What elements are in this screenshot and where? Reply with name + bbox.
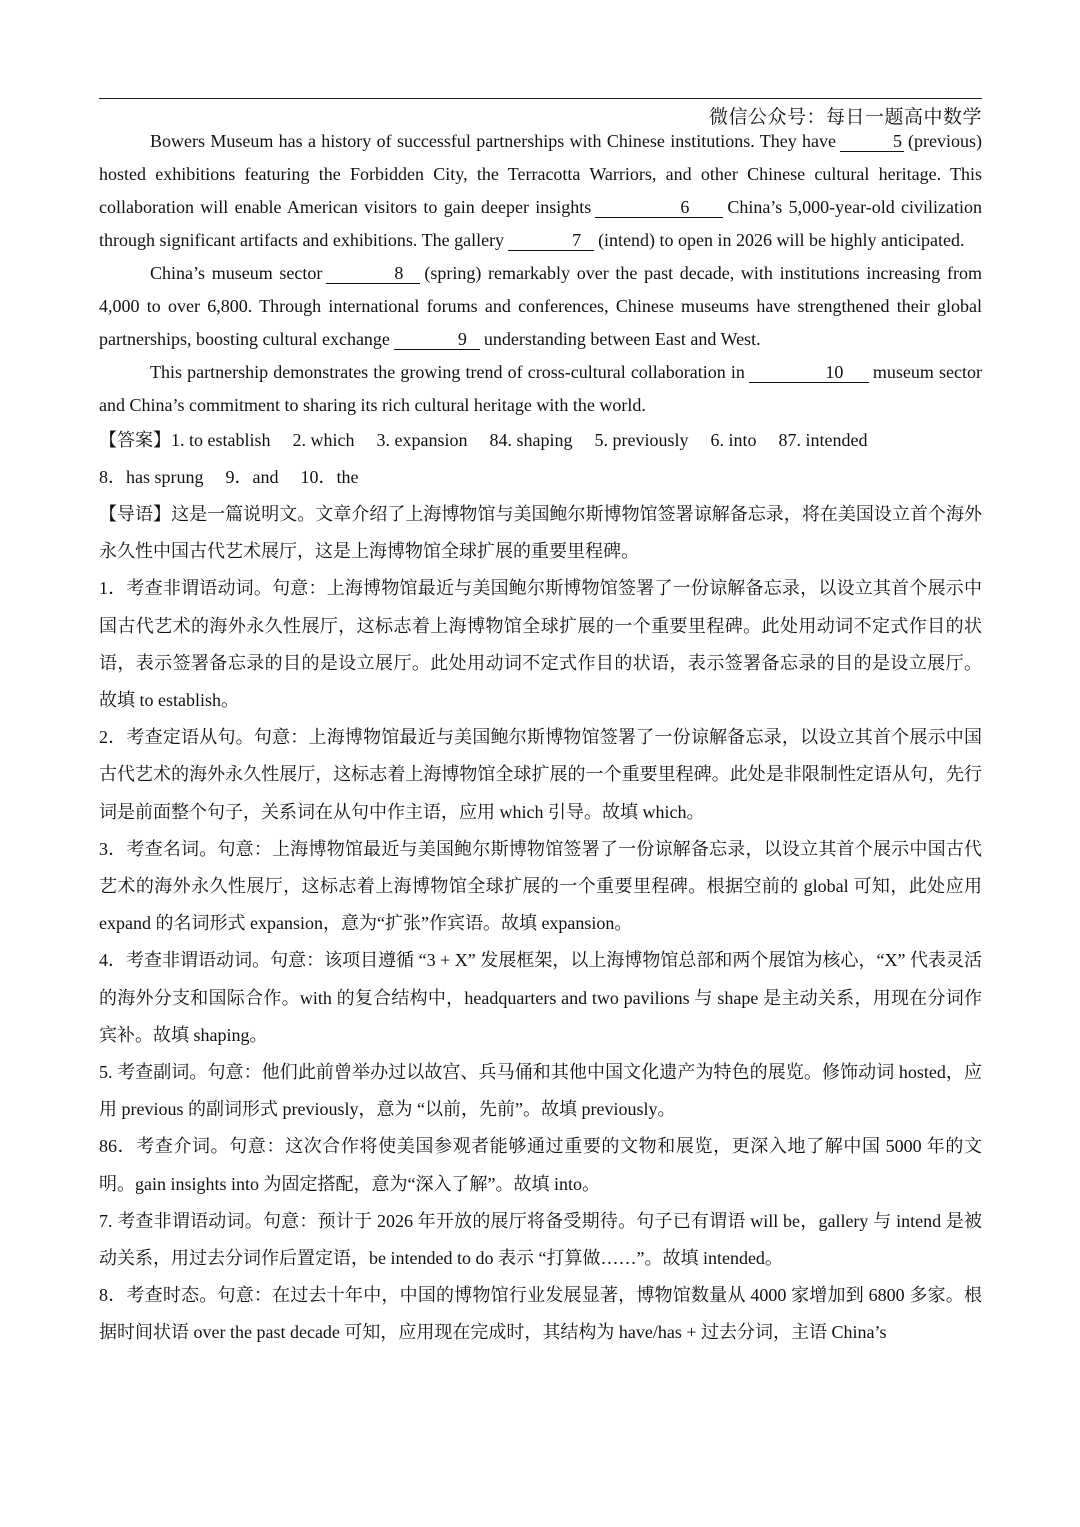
guide-label: 【导语】 bbox=[99, 504, 172, 524]
header-rule bbox=[99, 98, 982, 99]
explanation-3: 3．考查名词。句意：上海博物馆最近与美国鲍尔斯博物馆签署了一份谅解备忘录，以设立其首个展示中国古代艺术的海外永久性展厅，这标志着上海博物馆全球扩展的一个重要里程碑。根据空前的 global 可知，此处应用 expand 的名词形式 expansion，意为“扩张”作宾语。故填 expansion。 bbox=[99, 838, 982, 934]
guide-paragraph bbox=[99, 496, 982, 570]
answer-item: 10．the bbox=[300, 467, 359, 487]
text-span: museum sector and China’s commitment to sharing its rich cultural heritage with the world. bbox=[99, 362, 982, 415]
answer-item: 8．has sprung bbox=[99, 467, 204, 487]
text-span: (previous) hosted exhibitions featuring the Forbidden City, the Terracotta Warriors, and other Chinese cultural heritage. This collaboration will enable American visitors to gain deeper insights bbox=[99, 131, 982, 217]
text-span: This partnership demonstrates the growing trend of cross-cultural collaboration in bbox=[150, 362, 745, 382]
answer-item: 6. into bbox=[710, 430, 757, 450]
document-body bbox=[99, 125, 982, 1352]
answer-item: 2. which bbox=[292, 430, 355, 450]
explanation-5: 5. 考查副词。句意：他们此前曾举办过以故宫、兵马俑和其他中国文化遗产为特色的展览。修饰动词 hosted，应用 previous 的副词形式 previously，意为 “以前，先前”。故填 previously。 bbox=[99, 1062, 982, 1120]
guide-text: 这是一篇说明文。文章介绍了上海博物馆与美国鲍尔斯博物馆签署谅解备忘录，将在美国设立首个海外永久性中国古代艺术展厅，这是上海博物馆全球扩展的重要里程碑。 bbox=[99, 504, 983, 562]
text-span: (spring) remarkably over the past decade, with institutions increasing from 4,000 to over 6,800. Through international forums and conferences, Chinese museums have strengthened their global partnerships, boosting cultural exchange bbox=[99, 263, 982, 349]
blank-7: 7 bbox=[508, 230, 594, 251]
text-span: Bowers Museum has a history of successful partnerships with Chinese institutions. They have bbox=[150, 131, 837, 151]
explanation-6: 86．考查介词。句意：这次合作将使美国参观者能够通过重要的文物和展览，更深入地了解中国 5000 年的文明。gain insights into 为固定搭配，意为“深入了解”。故填 into。 bbox=[99, 1136, 982, 1194]
text-span: China’s 5,000-year-old civilization through significant artifacts and exhibitions. The gallery bbox=[99, 197, 982, 250]
text-span: China’s museum sector bbox=[150, 263, 323, 283]
passage-paragraph-3 bbox=[99, 356, 982, 422]
answer-key bbox=[99, 422, 982, 496]
explanation-2: 2．考查定语从句。句意：上海博物馆最近与美国鲍尔斯博物馆签署了一份谅解备忘录，以设立其首个展示中国古代艺术的海外永久性展厅，这标志着上海博物馆全球扩展的一个重要里程碑。此处是非限制性定语从句，先行词是前面整个句子，关系词在从句中作主语，应用 which 引导。故填 which。 bbox=[99, 727, 982, 822]
blank-6: 6 bbox=[595, 197, 723, 218]
passage-paragraph-2 bbox=[99, 257, 982, 356]
explanation-7: 7. 考查非谓语动词。句意：预计于 2026 年开放的展厅将备受期待。句子已有谓语 will be，gallery 与 intend 是被动关系，用过去分词作后置定语，be intended to do 表示 “打算做……”。故填 intended。 bbox=[99, 1210, 983, 1269]
blank-10: 10 bbox=[749, 362, 869, 383]
text-span: understanding between East and West. bbox=[483, 329, 761, 349]
answer-item: 3. expansion bbox=[376, 430, 468, 450]
answer-item: 9．and bbox=[225, 467, 279, 487]
blank-9: 9 bbox=[394, 329, 480, 350]
blank-5: 5 bbox=[840, 131, 904, 152]
answer-item: 5. previously bbox=[594, 430, 689, 450]
answer-item: 84. shaping bbox=[489, 430, 573, 450]
passage-paragraph-1 bbox=[99, 125, 982, 257]
text-span: (intend) to open in 2026 will be highly anticipated. bbox=[598, 230, 965, 250]
answer-label: 【答案】 bbox=[99, 430, 171, 450]
answer-item: 87. intended bbox=[778, 430, 868, 450]
explanation-8: 8．考查时态。句意：在过去十年中，中国的博物馆行业发展显著，博物馆数量从 4000 家增加到 6800 多家。根据时间状语 over the past decade 可知，应用现在完成时，其结构为 have/has + 过去分词，主语 China’s bbox=[99, 1285, 982, 1343]
explanation-1: 1．考查非谓语动词。句意：上海博物馆最近与美国鲍尔斯博物馆签署了一份谅解备忘录，以设立其首个展示中国古代艺术的海外永久性展厅，这标志着上海博物馆全球扩展的一个重要里程碑。此处用动词不定式作目的状语，表示签署备忘录的目的是设立展厅。此处用动词不定式作目的状语，表示签署备忘录的目的是设立展厅。 故填 to establish。 bbox=[99, 578, 982, 711]
header-watermark: 微信公众号：每日一题高中数学 bbox=[708, 107, 982, 128]
explanation-4: 4．考查非谓语动词。句意：该项目遵循 “3 + X” 发展框架，以上海博物馆总部和两个展馆为核心，“X” 代表灵活的海外分支和国际合作。with 的复合结构中，headquarters and two pavilions 与 shape 是主动关系，用现在分词作宾补。故填 shaping。 bbox=[99, 950, 982, 1045]
blank-8: 8 bbox=[326, 263, 420, 284]
answer-item: 1. to establish bbox=[171, 430, 271, 450]
